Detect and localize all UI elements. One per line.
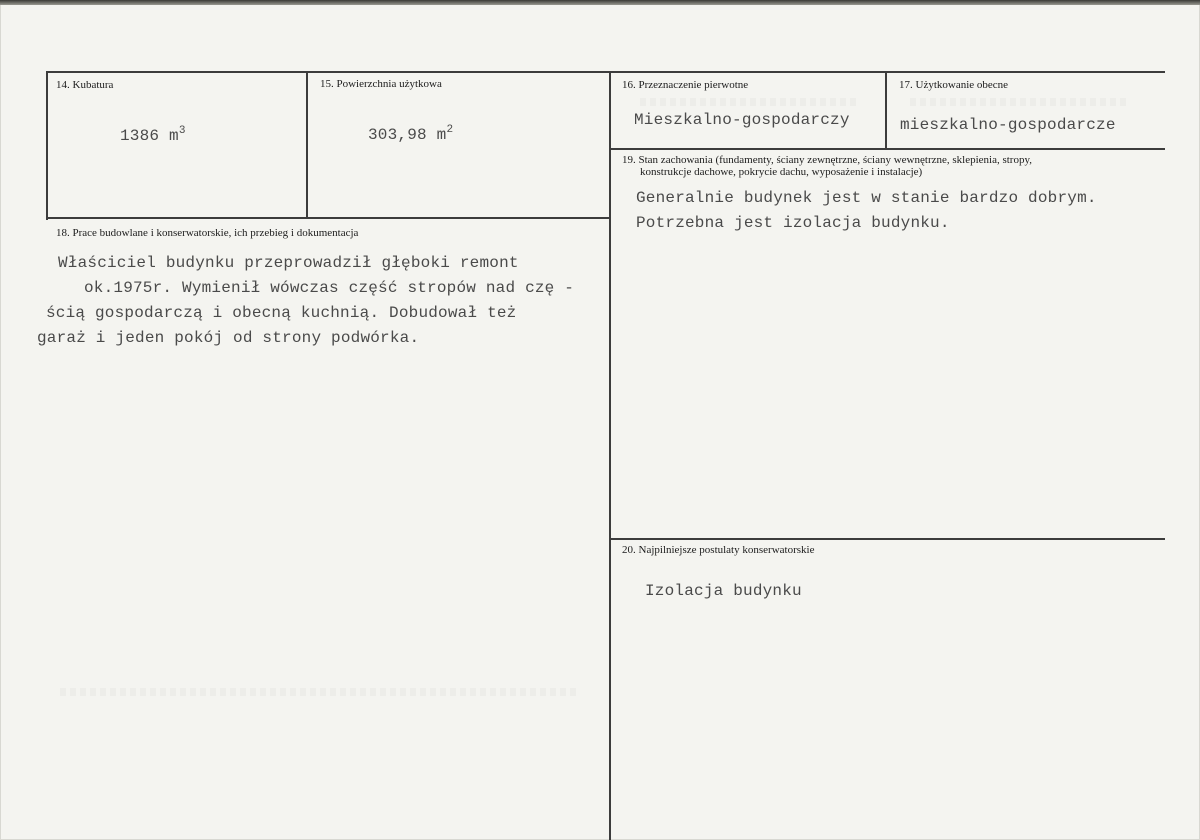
prace-budowlane-line: ok.1975r. Wymienił wówczas część stropów nad czę - <box>84 279 575 297</box>
kubatura-unit: m <box>169 127 179 145</box>
top-rule <box>46 71 1165 73</box>
rule-below-14-15 <box>46 217 611 219</box>
kubatura-number: 1386 <box>120 127 160 145</box>
left-rule <box>46 71 48 220</box>
powierzchnia-value <box>368 126 453 144</box>
prace-budowlane-line: garaż i jeden pokój od strony podwórka. <box>37 329 420 347</box>
kubatura-exponent: 3 <box>178 125 186 137</box>
stan-zachowania-label-line1: 19. Stan zachowania (fundamenty, ściany zewnętrzne, ściany wewnętrzne, sklepienia, stropy, <box>622 154 1033 166</box>
kubatura-value <box>120 127 186 145</box>
powierzchnia-unit: m <box>436 126 447 144</box>
prace-budowlane-label: 18. Prace budowlane i konserwatorskie, ich przebieg i dokumentacja <box>56 227 359 239</box>
powierzchnia-number: 303,98 <box>368 126 427 144</box>
uzytkowanie-label: 17. Użytkowanie obecne <box>899 79 1009 91</box>
show-through-mark <box>60 688 580 696</box>
prace-budowlane-line: Właściciel budynku przeprowadził głęboki remont <box>58 254 519 272</box>
rule-above-20 <box>609 538 1165 540</box>
show-through-mark <box>640 98 860 106</box>
prace-budowlane-line: ścią gospodarczą i obecną kuchnią. Dobudował też <box>46 304 517 322</box>
postulaty-label: 20. Najpilniejsze postulaty konserwatorskie <box>622 544 815 556</box>
kubatura-label: 14. Kubatura <box>56 79 114 91</box>
scan-top-edge <box>0 0 1200 5</box>
postulaty-value: Izolacja budynku <box>645 582 802 600</box>
divider-14-15 <box>306 71 308 218</box>
stan-zachowania-line: Generalnie budynek jest w stanie bardzo dobrym. <box>636 189 1097 207</box>
powierzchnia-label: 15. Powierzchnia użytkowa <box>320 78 442 90</box>
przeznaczenie-value: Mieszkalno-gospodarczy <box>634 111 850 129</box>
center-divider <box>609 71 611 840</box>
powierzchnia-exponent: 2 <box>446 124 454 136</box>
przeznaczenie-label: 16. Przeznaczenie pierwotne <box>622 79 749 91</box>
divider-16-17 <box>885 71 887 149</box>
stan-zachowania-line: Potrzebna jest izolacja budynku. <box>636 214 950 232</box>
uzytkowanie-value: mieszkalno-gospodarcze <box>900 116 1116 134</box>
stan-zachowania-label-line2: konstrukcje dachowe, pokrycie dachu, wyposażenie i instalacje) <box>640 166 923 178</box>
rule-below-16-17 <box>609 148 1165 150</box>
show-through-mark <box>910 98 1130 106</box>
